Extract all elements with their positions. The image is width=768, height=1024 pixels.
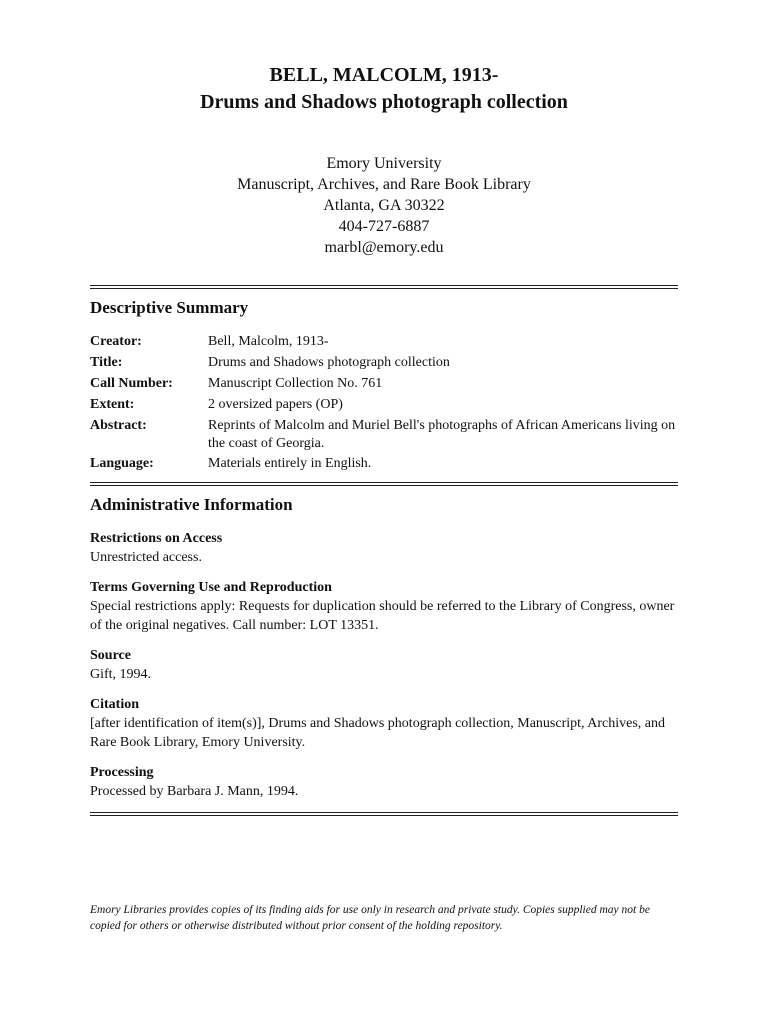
repository-phone: 404-727-6887 xyxy=(338,218,430,235)
summary-value: Manuscript Collection No. 761 xyxy=(208,376,383,391)
administrative-information-heading: Administrative Information xyxy=(90,495,293,514)
admin-text: [after identification of item(s)], Drums and Shadows photograph collection, Manuscript, Archives, and Rare Book Library, Emory University. xyxy=(90,716,666,750)
summary-row-creator xyxy=(90,332,678,352)
admin-label: Terms Governing Use and Reproduction xyxy=(90,580,332,595)
summary-label: Call Number: xyxy=(90,376,173,391)
summary-label: Title: xyxy=(90,355,123,370)
summary-value: Drums and Shadows photograph collection xyxy=(208,355,450,370)
admin-text: Processed by Barbara J. Mann, 1994. xyxy=(90,784,299,799)
divider-top xyxy=(90,285,678,289)
summary-value: 2 oversized papers (OP) xyxy=(208,397,343,412)
admin-item-terms xyxy=(90,578,678,635)
admin-item-source xyxy=(90,646,678,684)
admin-text: Unrestricted access. xyxy=(90,550,202,565)
repository-name: Emory University xyxy=(326,155,442,172)
summary-value: Reprints of Malcolm and Muriel Bell's photographs of African Americans living on the coast of Georgia. xyxy=(208,418,676,451)
collection-title xyxy=(90,62,678,116)
summary-label: Extent: xyxy=(90,397,135,412)
admin-item-citation xyxy=(90,695,678,752)
admin-label: Processing xyxy=(90,765,154,780)
summary-row-call-number xyxy=(90,374,678,394)
admin-label: Restrictions on Access xyxy=(90,531,223,546)
repository-info xyxy=(90,153,678,258)
title-creator: BELL, MALCOLM, 1913- xyxy=(269,64,499,86)
divider-middle xyxy=(90,482,678,486)
title-collection: Drums and Shadows photograph collection xyxy=(200,91,568,113)
repository-address: Atlanta, GA 30322 xyxy=(323,197,445,214)
summary-row-title xyxy=(90,353,678,373)
summary-row-abstract xyxy=(90,416,678,453)
summary-row-extent xyxy=(90,395,678,415)
administrative-information xyxy=(90,529,678,812)
summary-value: Bell, Malcolm, 1913- xyxy=(208,334,329,349)
usage-disclaimer: Emory Libraries provides copies of its finding aids for use only in research and private study. Copies supplied may not be copied for others or otherwise distributed without prior consent of the holding repository. xyxy=(90,904,650,932)
divider-bottom xyxy=(90,812,678,816)
repository-email[interactable]: marbl@emory.edu xyxy=(324,239,444,256)
descriptive-summary-heading: Descriptive Summary xyxy=(90,298,249,317)
admin-text: Gift, 1994. xyxy=(90,667,152,682)
admin-item-processing xyxy=(90,763,678,801)
repository-library: Manuscript, Archives, and Rare Book Library xyxy=(237,176,531,193)
admin-text: Special restrictions apply: Requests for duplication should be referred to the Library of Congress, owner of the original negatives. Call number: LOT 13351. xyxy=(90,599,675,633)
admin-label: Citation xyxy=(90,697,139,712)
admin-label: Source xyxy=(90,648,131,663)
summary-label: Abstract: xyxy=(90,418,147,433)
admin-item-restrictions xyxy=(90,529,678,567)
summary-row-language xyxy=(90,454,678,474)
summary-label: Creator: xyxy=(90,334,142,349)
summary-value: Materials entirely in English. xyxy=(208,456,372,471)
summary-label: Language: xyxy=(90,456,154,471)
descriptive-summary-table xyxy=(90,332,678,475)
